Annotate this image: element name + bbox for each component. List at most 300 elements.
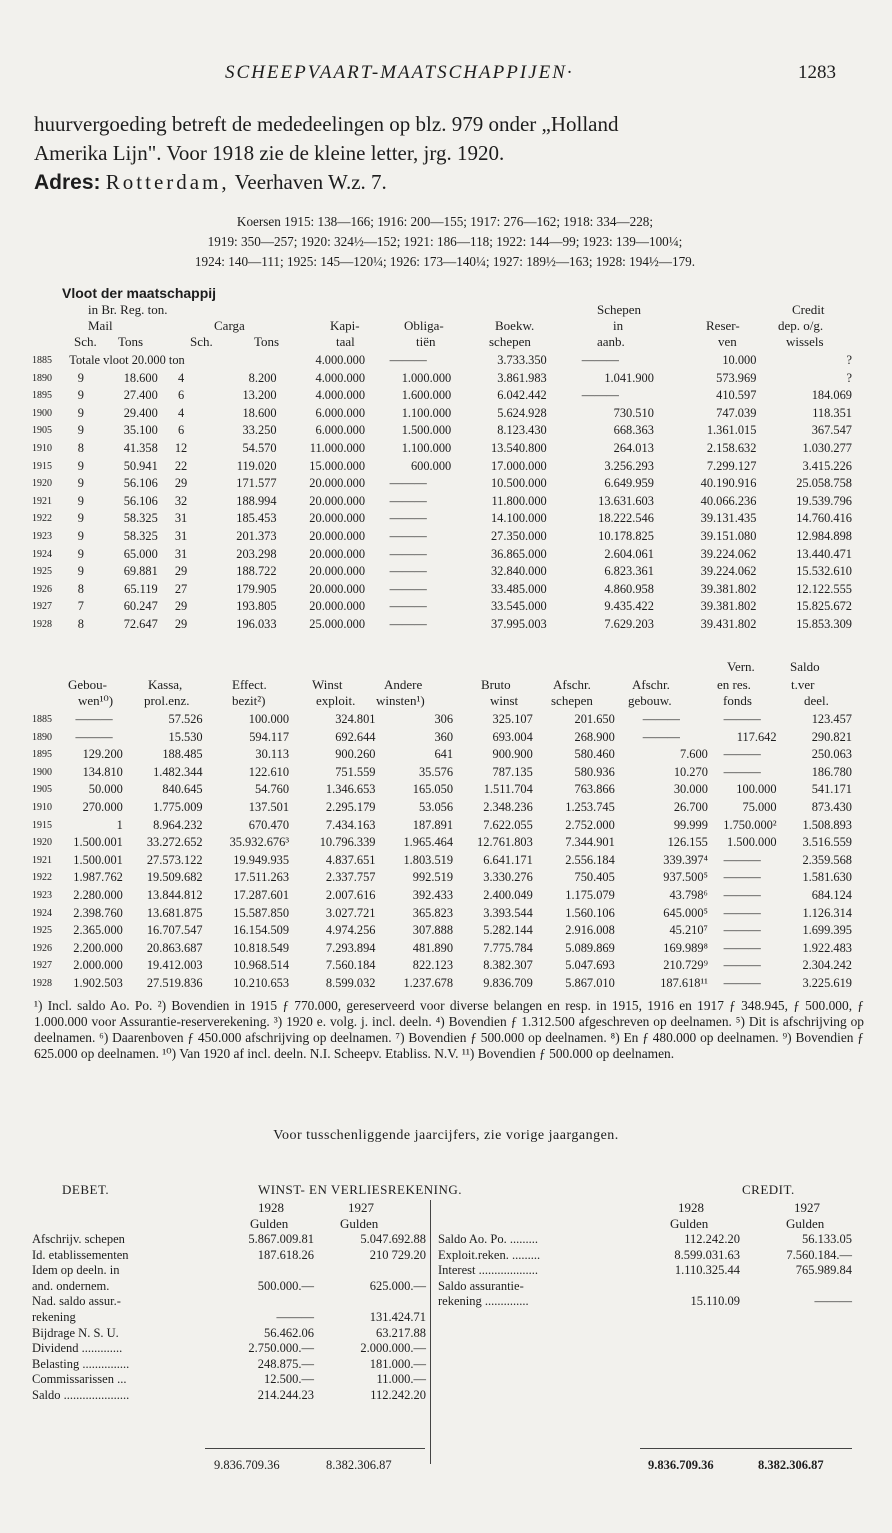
year-cell: 1905: [32, 425, 52, 437]
fleet-head-schepen-3: aanb.: [597, 334, 625, 349]
obligaties-cell: ———: [389, 511, 427, 526]
gebouwen-cell: 2.398.760: [73, 905, 123, 920]
fleet-head-obligaties-1: Obliga-: [404, 318, 444, 333]
vern-res-fonds-cell: ———: [723, 852, 761, 867]
credit-row: [438, 1279, 852, 1295]
saldo-cell: 1.581.630: [802, 870, 852, 885]
fleet-row: [32, 493, 852, 511]
intro-line-1: huurvergoeding betreft de mededeelingen op blz. 979 onder „Holland: [34, 112, 619, 136]
saldo-cell: 1.126.314: [802, 905, 852, 920]
kassa-cell: 8.964.232: [153, 817, 203, 832]
fleet-head-in-br: in Br. Reg. ton.: [88, 302, 168, 317]
fin-head-saldo-2: t.ver: [791, 677, 815, 692]
fleet-row: [32, 458, 852, 476]
credit-label: Interest ...................: [438, 1263, 538, 1278]
schepen-aanbouw-cell: 10.178.825: [598, 528, 654, 543]
fin-head-afschr-gebouw-1: Afschr.: [632, 677, 670, 692]
fin-head-effect-1: Effect.: [232, 677, 267, 692]
kassa-cell: 16.707.547: [146, 923, 203, 938]
vern-res-fonds-cell: ———: [723, 764, 761, 779]
gebouwen-cell: 2.200.000: [73, 940, 123, 955]
debet-amount-1927: 625.000.—: [369, 1278, 426, 1293]
bruto-winst-cell: 7.622.055: [483, 817, 533, 832]
mail-ships-cell: 9: [77, 388, 84, 403]
mail-tons-cell: 65.000: [123, 546, 158, 561]
carga-tons-cell: 8.200: [248, 370, 277, 385]
koersen-line: 1919: 350—257; 1920: 324½—152; 1921: 186—118; 1922: 144—99; 1923: 139—100¼;: [207, 234, 683, 249]
mail-ships-cell: 9: [77, 564, 84, 579]
fin-head-afschr-schepen-2: schepen: [551, 693, 593, 708]
andere-winsten-cell: 481.890: [412, 940, 454, 955]
credit-cell: 184.069: [811, 388, 852, 403]
saldo-cell: 1.699.395: [802, 923, 852, 938]
boekwaarde-cell: 33.485.000: [490, 581, 547, 596]
credit-total-rule: [640, 1448, 852, 1449]
boekwaarde-cell: 13.540.800: [490, 440, 547, 455]
credit-cell: ?: [846, 353, 852, 367]
effecten-cell: 19.949.935: [233, 852, 290, 867]
vern-res-fonds-cell: 75.000: [742, 799, 777, 814]
afschr-schepen-cell: 268.900: [574, 729, 615, 744]
year-cell: 1921: [32, 495, 52, 507]
carga-ships-cell: 4: [177, 405, 185, 420]
schepen-aanbouw-cell: 6.823.361: [604, 564, 654, 579]
debet-row: [32, 1248, 426, 1264]
credit-amount-1927: [740, 1279, 852, 1295]
andere-winsten-cell: 35.576: [418, 764, 454, 779]
obligaties-cell: ———: [389, 528, 427, 543]
andere-winsten-cell: 360: [434, 729, 454, 744]
carga-ships-cell: 31: [174, 528, 188, 543]
afschr-schepen-cell: 5.867.010: [565, 975, 615, 990]
reserven-cell: 40.190.916: [700, 476, 757, 491]
fleet-head-obligaties-2: tiën: [416, 334, 436, 349]
kapitaal-cell: 20.000.000: [309, 511, 366, 526]
gebouwen-cell: 1: [116, 817, 123, 832]
afschr-schepen-cell: 1.253.745: [565, 799, 615, 814]
debet-row: [32, 1357, 426, 1373]
winst-exploit-cell: 10.796.339: [319, 835, 376, 850]
credit-total-a: 9.836.709.36: [648, 1458, 714, 1472]
kapitaal-cell: 20.000.000: [309, 546, 366, 561]
reserven-cell: 573.969: [716, 370, 757, 385]
afschr-gebouwen-cell: 45.210⁷: [669, 923, 708, 938]
debet-row: [32, 1388, 426, 1404]
bruto-winst-cell: 7.775.784: [483, 940, 533, 955]
afschr-schepen-cell: 1.175.079: [565, 887, 615, 902]
year-cell: 1923: [32, 530, 52, 542]
bruto-winst-cell: 5.282.144: [483, 923, 533, 938]
effecten-cell: 594.117: [249, 729, 290, 744]
credit-table: [438, 1232, 852, 1310]
gebouwen-cell: 1.500.001: [73, 835, 123, 850]
kapitaal-cell: 20.000.000: [309, 476, 366, 491]
fleet-row: [32, 370, 852, 388]
mail-ships-cell: 9: [77, 370, 84, 385]
mail-ships-cell: 8: [77, 440, 84, 455]
finance-row: [32, 781, 852, 799]
andere-winsten-cell: 641: [434, 747, 454, 762]
fleet-row: [32, 475, 852, 493]
mail-ships-cell: 8: [77, 616, 84, 631]
winst-exploit-cell: 1.346.653: [325, 782, 376, 797]
carga-ships-cell: 22: [174, 458, 188, 473]
afschr-schepen-cell: 5.089.869: [565, 940, 615, 955]
credit-cell: 13.440.471: [796, 546, 852, 561]
debet-amount-1928: [204, 1263, 314, 1279]
obligaties-cell: 600.000: [410, 458, 452, 473]
credit-amount-1928: 112.242.20: [684, 1232, 740, 1246]
schepen-aanbouw-cell: 4.860.958: [604, 581, 654, 596]
effecten-cell: 17.511.263: [233, 870, 290, 885]
vern-res-fonds-cell: ———: [723, 923, 761, 938]
reserven-cell: 39.131.435: [700, 511, 757, 526]
boekwaarde-cell: 37.995.003: [490, 616, 547, 631]
koersen-line: Koersen 1915: 138—166; 1916: 200—155; 1917: 276—162; 1918: 334—228;: [236, 214, 654, 229]
debet-amount-1928: [204, 1294, 314, 1310]
afschr-gebouwen-cell: ———: [642, 729, 680, 744]
intro-line-2: Amerika Lijn". Voor 1918 zie de kleine letter, jrg. 1920.: [34, 141, 505, 165]
afschr-gebouwen-cell: 10.270: [673, 764, 708, 779]
obligaties-cell: ———: [389, 353, 427, 367]
credit-cell: 12.984.898: [796, 528, 852, 543]
intro-text: [34, 110, 864, 197]
afschr-gebouwen-cell: 43.798⁶: [669, 887, 708, 902]
debet-row: [32, 1310, 426, 1326]
finance-table: [32, 711, 852, 993]
bruto-winst-cell: 900.900: [492, 747, 533, 762]
debet-label: Dividend .............: [32, 1341, 123, 1356]
debet-year-b: 1927: [348, 1200, 374, 1215]
gebouwen-cell: 50.000: [88, 782, 123, 797]
year-cell: 1924: [32, 548, 52, 560]
carga-tons-cell: 188.722: [236, 564, 277, 579]
reserven-cell: 39.431.802: [700, 616, 757, 631]
debet-label: Commissarissen ...: [32, 1372, 127, 1387]
kapitaal-cell: 20.000.000: [309, 564, 366, 579]
debet-row: [32, 1232, 426, 1248]
andere-winsten-cell: 53.056: [418, 799, 454, 814]
boekwaarde-cell: 33.545.000: [490, 599, 547, 614]
fin-head-winst-2: exploit.: [316, 693, 356, 708]
debet-amount-1928: 56.462.06: [264, 1325, 314, 1340]
winst-exploit-cell: 4.837.651: [325, 852, 376, 867]
credit-amount-1927: 7.560.184.—: [786, 1247, 852, 1262]
winst-exploit-cell: 4.974.256: [325, 923, 376, 938]
schepen-aanbouw-cell: 13.631.603: [598, 493, 654, 508]
saldo-cell: 123.457: [811, 712, 852, 726]
vern-res-fonds-cell: ———: [723, 905, 761, 920]
winst-exploit-cell: 324.801: [335, 712, 376, 726]
credit-amount-1927: ———: [814, 1294, 852, 1309]
schepen-aanbouw-cell: 6.649.959: [604, 476, 654, 491]
obligaties-cell: ———: [389, 599, 427, 614]
credit-cell: ?: [846, 370, 852, 385]
address-street: Veerhaven W.z. 7.: [234, 170, 387, 194]
credit-amount-1928: [628, 1279, 740, 1295]
saldo-cell: 541.171: [811, 782, 852, 797]
year-cell: 1927: [32, 601, 52, 613]
credit-amount-1927: 56.133.05: [802, 1232, 852, 1246]
credit-row: [438, 1294, 852, 1310]
year-cell: 1890: [32, 731, 52, 743]
credit-amount-1928: 1.110.325.44: [674, 1263, 740, 1278]
vern-res-fonds-cell: ———: [723, 747, 761, 762]
schepen-aanbouw-cell: ———: [581, 388, 619, 403]
mail-tons-cell: 60.247: [123, 599, 158, 614]
credit-cell: 14.760.416: [796, 511, 852, 526]
winst-exploit-cell: 692.644: [335, 729, 376, 744]
credit-cell: 367.547: [811, 423, 852, 438]
debet-label: rekening: [32, 1309, 76, 1324]
mail-tons-cell: 27.400: [123, 388, 158, 403]
finance-row: [32, 764, 852, 782]
effecten-cell: 54.760: [254, 782, 290, 797]
year-cell: 1895: [32, 390, 52, 402]
reserven-cell: 39.151.080: [700, 528, 757, 543]
carga-ships-cell: 4: [177, 370, 185, 385]
kassa-cell: 33.272.652: [146, 835, 203, 850]
year-cell: 1905: [32, 784, 52, 796]
year-cell: 1922: [32, 872, 52, 884]
afschr-gebouwen-cell: 30.000: [673, 782, 708, 797]
boekwaarde-cell: 5.624.928: [497, 405, 547, 420]
mail-ships-cell: 9: [77, 458, 84, 473]
kassa-cell: 13.681.875: [146, 905, 203, 920]
bruto-winst-cell: 6.641.171: [483, 852, 533, 867]
boekwaarde-cell: 11.800.000: [491, 493, 547, 508]
mail-tons-cell: 35.100: [123, 423, 158, 438]
fleet-head-boekw-2: schepen: [489, 334, 531, 349]
schepen-aanbouw-cell: 7.629.203: [604, 616, 654, 631]
reserven-cell: 1.361.015: [706, 423, 757, 438]
fin-head-saldo-3: deel.: [804, 693, 829, 708]
debet-row: [32, 1341, 426, 1357]
reserven-cell: 39.381.802: [700, 581, 757, 596]
fleet-row: [32, 563, 852, 581]
credit-row: [438, 1263, 852, 1279]
schepen-aanbouw-cell: 9.435.422: [604, 599, 654, 614]
year-cell: 1910: [32, 801, 52, 813]
fin-head-vern-2: en res.: [717, 677, 751, 692]
year-cell: 1915: [32, 460, 52, 472]
carga-ships-cell: 12: [174, 440, 188, 455]
vern-res-fonds-cell: ———: [723, 958, 761, 973]
debet-total-a: 9.836.709.36: [214, 1458, 280, 1472]
fin-head-gebouwen-1: Gebou-: [68, 677, 107, 692]
carga-tons-cell: 203.298: [236, 546, 277, 561]
year-cell: 1924: [32, 907, 52, 919]
credit-row: [438, 1248, 852, 1264]
boekwaarde-cell: 6.042.442: [497, 388, 547, 403]
effecten-cell: 35.932.676³: [229, 835, 290, 850]
debet-amount-1927: [314, 1263, 426, 1279]
year-cell: 1920: [32, 478, 52, 490]
year-cell: 1921: [32, 854, 52, 866]
debet-label: Nad. saldo assur.-: [32, 1294, 121, 1309]
vern-res-fonds-cell: 1.500.000: [727, 835, 777, 850]
fin-head-vern-3: fonds: [723, 693, 752, 708]
fleet-head-reserven-1: Reser-: [706, 318, 740, 333]
fin-head-afschr-gebouw-2: gebouw.: [628, 693, 672, 708]
afschr-gebouwen-cell: 937.500⁵: [663, 870, 708, 885]
obligaties-cell: 1.100.000: [401, 405, 452, 420]
effecten-cell: 16.154.509: [233, 923, 290, 938]
finance-row: [32, 834, 852, 852]
obligaties-cell: ———: [389, 581, 427, 596]
andere-winsten-cell: 165.050: [412, 782, 454, 797]
reserven-cell: 39.224.062: [700, 564, 757, 579]
finance-row: [32, 975, 852, 993]
year-cell: 1928: [32, 977, 52, 989]
saldo-cell: 2.304.242: [802, 958, 852, 973]
effecten-cell: 670.470: [248, 817, 290, 832]
carga-tons-cell: 54.570: [242, 440, 277, 455]
effecten-cell: 100.000: [248, 712, 290, 726]
fleet-row: [32, 422, 852, 440]
andere-winsten-cell: 365.823: [412, 905, 454, 920]
gebouwen-cell: 134.810: [82, 764, 123, 779]
saldo-cell: 3.516.559: [802, 835, 852, 850]
winst-exploit-cell: 8.599.032: [325, 975, 376, 990]
fin-head-andere-2: winsten¹): [376, 693, 425, 708]
obligaties-cell: 1.000.000: [401, 370, 452, 385]
reserven-cell: 7.299.127: [706, 458, 757, 473]
schepen-aanbouw-cell: 264.013: [613, 440, 654, 455]
credit-cell: 1.030.277: [802, 440, 852, 455]
afschr-schepen-cell: 2.916.008: [565, 923, 615, 938]
kassa-cell: 13.844.812: [146, 887, 203, 902]
winst-exploit-cell: 751.559: [335, 764, 376, 779]
mail-tons-cell: 65.119: [124, 581, 158, 596]
gebouwen-cell: 2.280.000: [73, 887, 123, 902]
afschr-gebouwen-cell: 339.397⁴: [663, 852, 708, 867]
debet-amount-1928: 500.000.—: [257, 1278, 314, 1293]
fin-head-kassa-2: prol.enz.: [144, 693, 190, 708]
mail-tons-cell: 18.600: [123, 370, 158, 385]
bruto-winst-cell: 8.382.307: [483, 958, 533, 973]
kapitaal-cell: 4.000.000: [315, 353, 366, 367]
page-header: [0, 62, 892, 88]
obligaties-cell: 1.100.000: [401, 440, 452, 455]
credit-label: Saldo Ao. Po. .........: [438, 1232, 539, 1246]
address-city: Rotterdam,: [105, 170, 230, 194]
afschr-schepen-cell: 5.047.693: [565, 958, 615, 973]
mail-tons-cell: 29.400: [123, 405, 158, 420]
debet-amount-1927: 112.242.20: [370, 1387, 426, 1402]
debet-amount-1928: 187.618.26: [257, 1247, 314, 1262]
bruto-winst-cell: 1.511.704: [483, 782, 533, 797]
debet-currency-a: Gulden: [250, 1216, 289, 1231]
obligaties-cell: ———: [389, 546, 427, 561]
afschr-schepen-cell: 1.560.106: [565, 905, 615, 920]
vern-res-fonds-cell: 117.642: [736, 729, 777, 744]
debet-row: [32, 1372, 426, 1388]
effecten-cell: 17.287.601: [233, 887, 290, 902]
kassa-cell: 27.573.122: [146, 852, 203, 867]
fleet-head-mail: Mail: [88, 318, 113, 333]
credit-currency-a: Gulden: [670, 1216, 709, 1231]
carga-ships-cell: 29: [174, 599, 188, 614]
winst-exploit-cell: 2.337.757: [325, 870, 376, 885]
saldo-cell: 684.124: [811, 887, 852, 902]
carga-tons-cell: 18.600: [242, 405, 277, 420]
reserven-cell: 2.158.632: [706, 440, 757, 455]
mail-tons-cell: 50.941: [123, 458, 158, 473]
credit-cell: 25.058.758: [796, 476, 852, 491]
finance-row: [32, 711, 852, 729]
boekwaarde-cell: 17.000.000: [490, 458, 547, 473]
reserven-cell: 39.224.062: [700, 546, 757, 561]
schepen-aanbouw-cell: 2.604.061: [604, 546, 654, 561]
finance-row: [32, 922, 852, 940]
kassa-cell: 57.526: [168, 712, 203, 726]
finance-row: [32, 852, 852, 870]
obligaties-cell: 1.600.000: [401, 388, 452, 403]
fleet-table: [32, 352, 852, 634]
winst-exploit-cell: 2.007.616: [325, 887, 376, 902]
fleet-head-kapitaal-1: Kapi-: [330, 318, 360, 333]
vern-res-fonds-cell: ———: [723, 712, 761, 726]
carga-tons-cell: 193.805: [236, 599, 277, 614]
year-cell: 1920: [32, 837, 52, 849]
carga-ships-cell: 31: [174, 546, 188, 561]
mail-ships-cell: 9: [77, 423, 84, 438]
fleet-row: [32, 440, 852, 458]
reserven-cell: 410.597: [716, 388, 757, 403]
fleet-row: [32, 616, 852, 634]
credit-label: rekening ..............: [438, 1294, 529, 1309]
finance-row: [32, 905, 852, 923]
fleet-head-boekw-1: Boekw.: [495, 318, 535, 333]
mail-tons-cell: 58.325: [123, 511, 158, 526]
boekwaarde-cell: 32.840.000: [490, 564, 547, 579]
fleet-head-schepen-2: in: [613, 318, 624, 333]
kapitaal-cell: 20.000.000: [309, 581, 366, 596]
saldo-cell: 1.508.893: [802, 817, 852, 832]
finance-row: [32, 869, 852, 887]
fin-head-gebouwen-2: wen¹⁰): [78, 693, 114, 708]
effecten-cell: 10.818.549: [233, 940, 290, 955]
debet-amount-1928: 214.244.23: [257, 1387, 314, 1402]
fleet-head-credit-2: dep. o/g.: [778, 318, 824, 333]
address-line: [34, 168, 864, 197]
obligaties-cell: ———: [389, 476, 427, 491]
debet-year-a: 1928: [258, 1200, 284, 1215]
debet-label: Idem op deeln. in: [32, 1263, 120, 1278]
gebouwen-cell: 1.500.001: [73, 852, 123, 867]
address-label: Adres:: [34, 171, 101, 194]
kassa-cell: 15.530: [168, 729, 203, 744]
credit-cell: 3.415.226: [802, 458, 852, 473]
kapitaal-cell: 25.000.000: [309, 616, 366, 631]
kapitaal-cell: 20.000.000: [309, 599, 366, 614]
andere-winsten-cell: 992.519: [412, 870, 454, 885]
fleet-row: [32, 387, 852, 405]
saldo-cell: 1.922.483: [802, 940, 852, 955]
boekwaarde-cell: 27.350.000: [490, 528, 547, 543]
fleet-head-sch-1: Sch.: [74, 334, 97, 349]
fleet-head-tons-1: Tons: [118, 334, 144, 349]
gebouwen-cell: 2.365.000: [73, 923, 123, 938]
winst-exploit-cell: 7.293.894: [325, 940, 376, 955]
finance-row: [32, 957, 852, 975]
schepen-aanbouw-cell: 18.222.546: [598, 511, 654, 526]
afschr-gebouwen-cell: 645.000⁵: [663, 905, 708, 920]
credit-title: CREDIT.: [742, 1182, 795, 1197]
afschr-gebouwen-cell: 210.729⁹: [663, 958, 708, 973]
andere-winsten-cell: 307.888: [412, 923, 454, 938]
